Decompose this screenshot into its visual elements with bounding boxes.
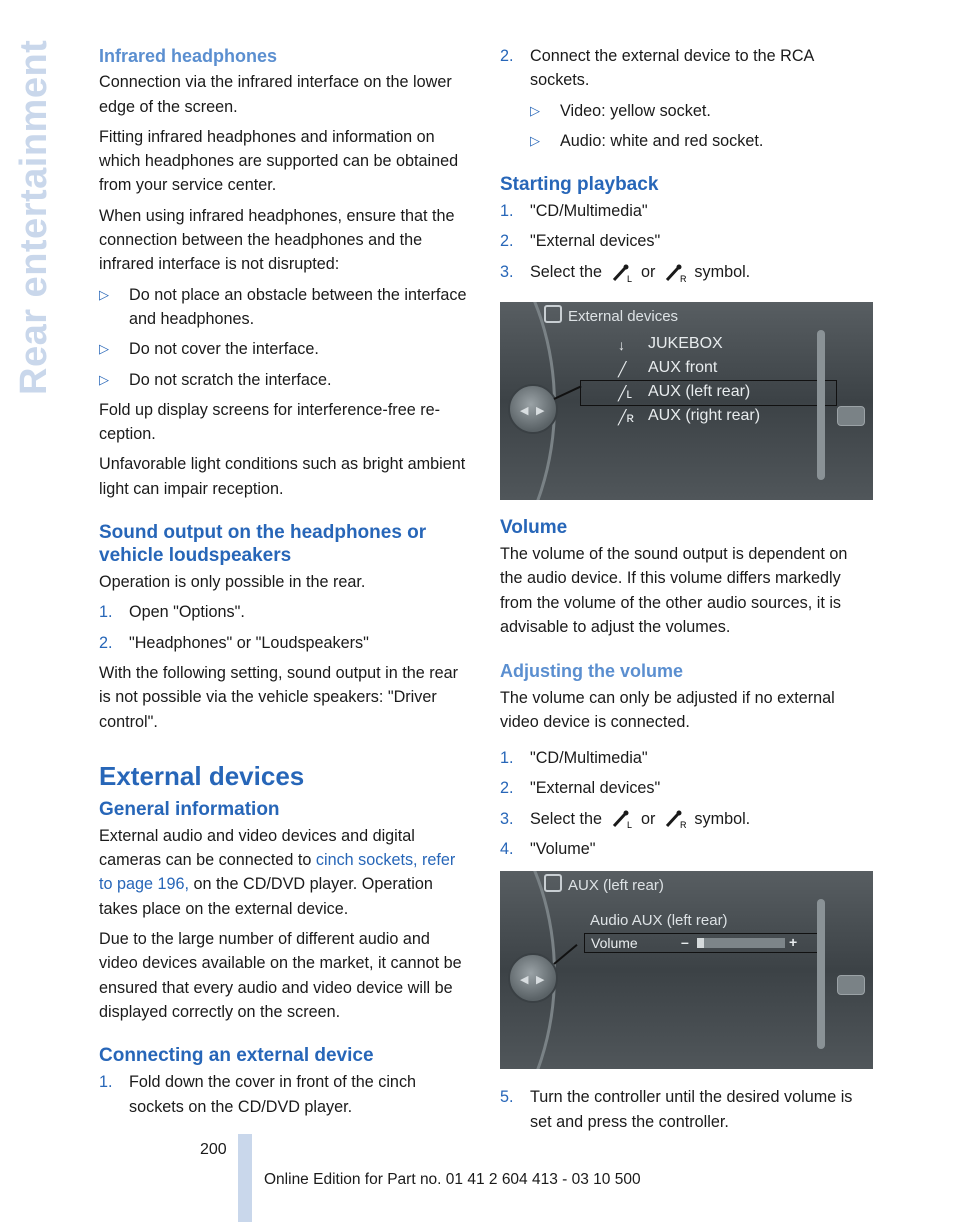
menu-item-label: AUX (right rear) bbox=[648, 407, 761, 425]
infrared-bullet-list bbox=[99, 283, 471, 392]
list-item-text: Select the bbox=[530, 809, 602, 828]
controller-knob: ◀ ▶ bbox=[508, 384, 558, 434]
list-item-text: "CD/Multimedia" bbox=[530, 202, 648, 221]
plug-right-icon: ╱ʀ bbox=[618, 409, 635, 426]
screen-subheading: Audio AUX (left rear) bbox=[590, 912, 728, 930]
general-information-heading: General information bbox=[99, 798, 280, 820]
paragraph: With the following setting, sound output in the rear is not possible via the vehicle speakers: "Driver control". bbox=[99, 663, 459, 731]
paragraph: Unfavorable light conditions such as bright ambient light can impair reception. bbox=[99, 455, 466, 498]
menu-item-label: AUX (left rear) bbox=[648, 383, 751, 401]
paragraph: When using infrared headphones, ensure that the connection between the headphones and the infrared interface is not disrupted: bbox=[99, 206, 455, 274]
volume-heading: Volume bbox=[500, 517, 568, 539]
list-item: 2. "External devices" bbox=[500, 779, 661, 798]
list-item-text: Connect the external device to the RCA sockets. bbox=[530, 47, 814, 90]
starting-playback-heading: Starting playback bbox=[500, 174, 659, 196]
triangle-bullet-icon: ▷ bbox=[99, 341, 109, 357]
callout-line bbox=[554, 385, 582, 399]
list-item bbox=[530, 99, 873, 123]
list-item-text: "External devices" bbox=[530, 779, 661, 798]
playback-steps bbox=[500, 199, 873, 284]
list-item-text: or bbox=[641, 809, 656, 828]
volume-row[interactable] bbox=[584, 933, 824, 953]
external-devices-title: External devices bbox=[99, 760, 305, 791]
footer-bar bbox=[238, 1134, 252, 1222]
list-item-text: "Headphones" or "Loudspeakers" bbox=[129, 633, 369, 652]
aux-left-symbol-icon bbox=[611, 263, 633, 283]
scrollbar bbox=[817, 899, 825, 1049]
triangle-bullet-icon: ▷ bbox=[99, 286, 109, 302]
triangle-bullet-icon: ▷ bbox=[530, 102, 540, 118]
list-item-text: Audio: white and red socket. bbox=[560, 131, 764, 150]
list-item: 1. "CD/Multimedia" bbox=[500, 749, 648, 768]
screen-title bbox=[544, 305, 678, 329]
list-item-text: Fold down the cover in front of the cinch sockets on the CD/DVD player. bbox=[129, 1073, 417, 1116]
menu-item-aux-front[interactable] bbox=[610, 356, 760, 380]
sound-output-heading: Sound output on the headphones or vehicle loudspeakers bbox=[99, 522, 427, 567]
list-item-text: Open "Options". bbox=[129, 603, 245, 622]
paragraph: Due to the large number of different audio and video devices available on the market, it cannot be ensured that every audio and video device will be displayed correctly on the screen. bbox=[99, 930, 462, 1021]
list-item: 2. Connect the external device to the RCA sockets. bbox=[500, 47, 814, 90]
screen-title-text: External devices bbox=[568, 308, 679, 326]
page-number: 200 bbox=[200, 1141, 227, 1158]
list-item-text: or bbox=[641, 262, 656, 281]
usb-icon: ↓ bbox=[618, 337, 625, 354]
list-item-text: "Volume" bbox=[530, 840, 596, 859]
connecting-device-heading: Connecting an external device bbox=[99, 1045, 374, 1067]
infrared-heading: Infrared headphones bbox=[99, 46, 278, 66]
plug-left-icon: ╱ʟ bbox=[618, 385, 633, 402]
adjusting-volume-heading: Adjusting the volume bbox=[500, 661, 684, 682]
list-item-text: Do not place an obstacle between the interface and headphones. bbox=[129, 285, 467, 328]
paragraph: The volume of the sound output is dependent on the audio device. If this volume differs markedly from the volume of the other audio sources, it is advisable to adjust the volumes. bbox=[500, 545, 848, 636]
controller-knob: ◀ ▶ bbox=[508, 953, 558, 1003]
connect-steps-cont bbox=[500, 44, 873, 93]
external-devices-screenshot bbox=[500, 302, 873, 500]
list-item: 1. Fold down the cover in front of the cinch sockets on the CD/DVD player. bbox=[99, 1073, 417, 1116]
volume-steps-cont bbox=[500, 1085, 873, 1134]
list-item-text: symbol. bbox=[694, 262, 751, 281]
svg-text:L: L bbox=[626, 820, 632, 830]
list-item-text: "CD/Multimedia" bbox=[530, 749, 648, 768]
volume-slider[interactable] bbox=[697, 938, 785, 948]
socket-list bbox=[530, 99, 873, 154]
menu-icon bbox=[544, 874, 562, 892]
menu-item-aux-right-rear[interactable] bbox=[610, 404, 760, 428]
callout-line bbox=[553, 944, 577, 965]
menu-item-jukebox[interactable] bbox=[610, 332, 760, 356]
aux-right-symbol-icon bbox=[664, 809, 686, 829]
list-item bbox=[99, 368, 471, 392]
edition-footer: Online Edition for Part no. 01 41 2 604 413 - 03 10 500 bbox=[264, 1171, 641, 1188]
list-item bbox=[99, 337, 471, 361]
list-item-text: Do not cover the interface. bbox=[129, 340, 319, 359]
triangle-bullet-icon: ▷ bbox=[530, 132, 540, 148]
aux-volume-screenshot bbox=[500, 871, 873, 1069]
list-item-text: Do not scratch the interface. bbox=[129, 370, 332, 389]
list-item-text: symbol. bbox=[694, 809, 751, 828]
list-item-text: Video: yellow socket. bbox=[560, 101, 711, 120]
paragraph: Connection via the infrared interface on the lower edge of the screen. bbox=[99, 73, 452, 116]
list-item: 5. Turn the controller until the desired volume is set and press the controller. bbox=[500, 1088, 853, 1131]
menu-item-label: AUX front bbox=[648, 359, 718, 377]
volume-minus[interactable]: – bbox=[681, 934, 689, 951]
paragraph bbox=[99, 824, 471, 921]
list-item-text: Turn the controller until the desired volume is set and press the controller. bbox=[530, 1088, 853, 1131]
screen-title bbox=[544, 874, 664, 898]
option-button-icon bbox=[837, 406, 865, 426]
text-span: on the CD/DVD player. Operation takes place on the external device. bbox=[99, 875, 433, 918]
menu-icon bbox=[544, 305, 562, 323]
list-item: 2. "Headphones" or "Loudspeakers" bbox=[99, 633, 369, 652]
volume-level bbox=[697, 938, 704, 948]
right-column bbox=[500, 44, 873, 1140]
svg-text:R: R bbox=[679, 273, 686, 283]
paragraph: Fold up display screens for interference-free reception. bbox=[99, 400, 440, 444]
left-column bbox=[99, 44, 471, 1125]
volume-plus[interactable]: + bbox=[789, 934, 798, 951]
list-item: 1. "CD/Multimedia" bbox=[500, 202, 648, 221]
scrollbar bbox=[817, 330, 825, 480]
list-item: 4. "Volume" bbox=[500, 840, 596, 859]
list-item: 3. Select the L or R symbol. bbox=[500, 262, 751, 283]
text-span: External audio and video devices and digital cameras can be connected to bbox=[99, 826, 415, 870]
volume-label: Volume bbox=[591, 935, 638, 952]
sound-steps bbox=[99, 600, 471, 655]
selection-highlight bbox=[580, 380, 837, 406]
plug-icon: ╱ bbox=[618, 361, 627, 378]
paragraph: The volume can only be adjusted if no external video device is connected. bbox=[500, 688, 835, 731]
list-item bbox=[99, 283, 471, 332]
aux-right-symbol-icon bbox=[664, 263, 686, 283]
list-item-text: Select the bbox=[530, 262, 602, 281]
paragraph: Fitting infrared headphones and information on which headphones are supported can be obtained from your service center. bbox=[99, 127, 459, 195]
list-item: 2. "External devices" bbox=[500, 232, 661, 251]
cinch-sockets-link[interactable]: cinch sockets, refer to page 196, bbox=[99, 851, 456, 894]
paragraph: Operation is only possible in the rear. bbox=[99, 573, 366, 592]
svg-text:R: R bbox=[679, 820, 686, 830]
svg-text:L: L bbox=[626, 273, 632, 283]
list-item: 3. Select the L or R symbol. bbox=[500, 809, 751, 830]
connect-steps bbox=[99, 1070, 471, 1119]
menu-item-label: JUKEBOX bbox=[648, 335, 723, 353]
list-item bbox=[530, 129, 873, 153]
volume-steps bbox=[500, 746, 873, 861]
section-side-title: Rear entertainment bbox=[13, 40, 55, 396]
list-item-text: "External devices" bbox=[530, 232, 661, 251]
triangle-bullet-icon: ▷ bbox=[99, 371, 109, 387]
screen-title-text: AUX (left rear) bbox=[568, 877, 664, 895]
list-item: 1. Open "Options". bbox=[99, 603, 245, 622]
option-button-icon bbox=[837, 975, 865, 995]
aux-left-symbol-icon bbox=[611, 809, 633, 829]
